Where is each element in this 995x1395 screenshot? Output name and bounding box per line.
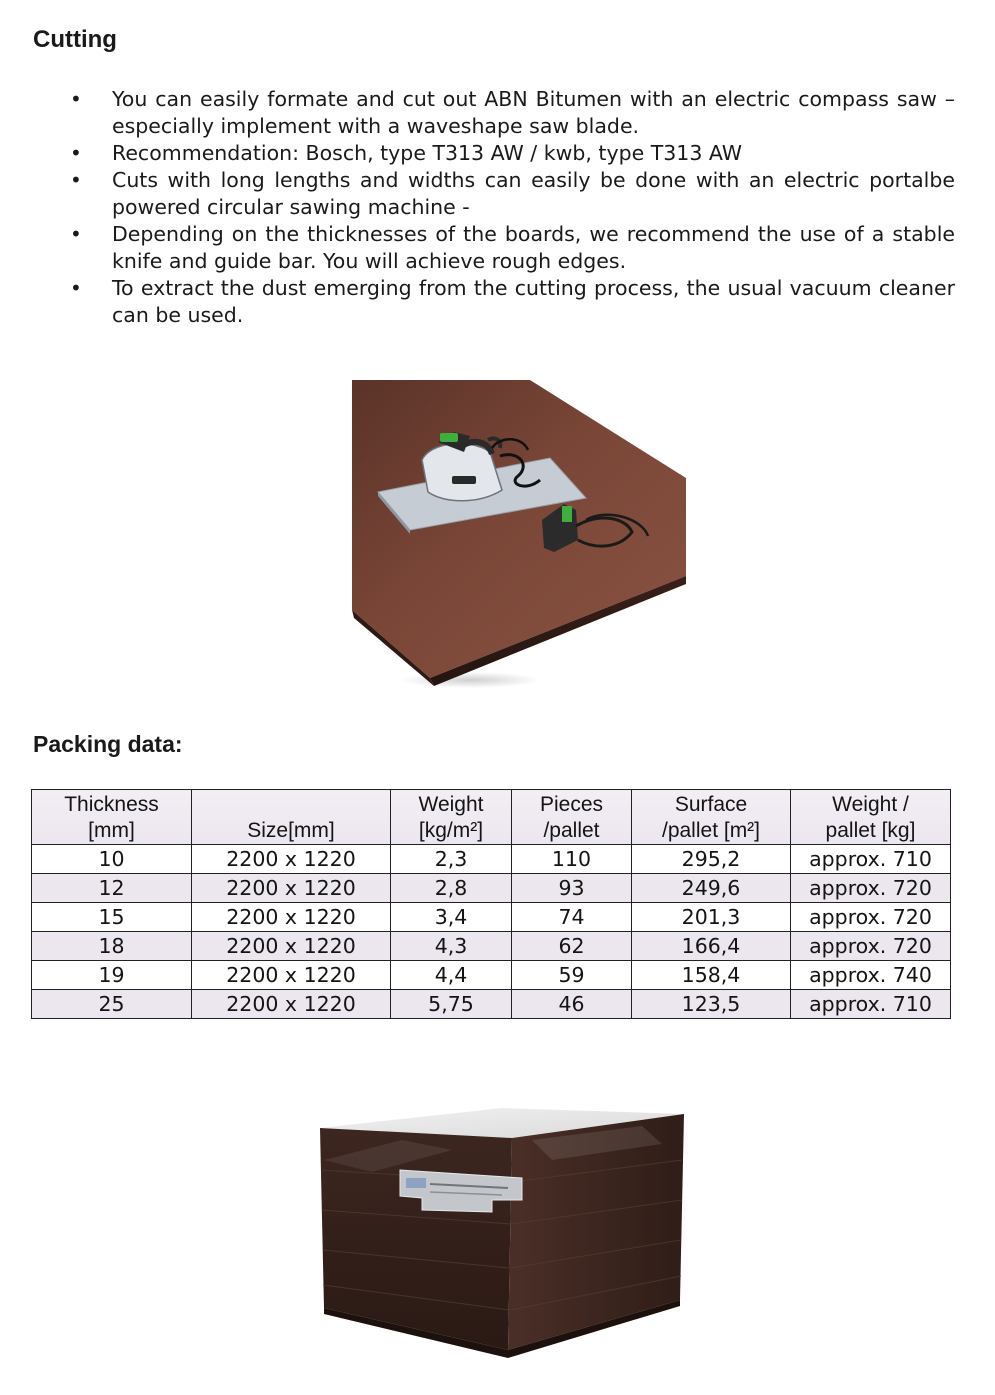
cell-pallet-weight: approx. 710 (791, 990, 951, 1019)
cell-thickness: 15 (32, 903, 192, 932)
table-row (32, 874, 951, 903)
header-line: Thickness (64, 793, 159, 816)
cell-pieces: 110 (512, 845, 632, 874)
cell-surface: 295,2 (632, 845, 791, 874)
cell-surface: 166,4 (632, 932, 791, 961)
header-pieces-per-pallet (512, 790, 632, 845)
table-row (32, 990, 951, 1019)
cell-surface: 201,3 (632, 903, 791, 932)
cutting-heading: Cutting (33, 26, 117, 53)
cell-pallet-weight: approx. 720 (791, 903, 951, 932)
table-row (32, 932, 951, 961)
cell-thickness: 12 (32, 874, 192, 903)
header-line: [mm] (88, 819, 135, 842)
cutting-bullet-list (112, 86, 955, 329)
cell-surface: 123,5 (632, 990, 791, 1019)
header-line: Pieces (539, 793, 604, 816)
header-line: pallet [kg] (825, 819, 916, 842)
cutting-bullet-5: • To extract the dust emerging from the cutting process, the usual vacuum cleaner can be used. (112, 275, 955, 329)
cell-pallet-weight: approx. 740 (791, 961, 951, 990)
cell-size: 2200 x 1220 (192, 990, 391, 1019)
header-weight-per-m2 (391, 790, 512, 845)
cell-weight: 2,3 (391, 845, 512, 874)
cutting-bullet-4: • Depending on the thicknesses of the boards, we recommend the use of a stable knife and guide bar. You will achieve rough edges. (112, 221, 955, 275)
header-line: [kg/m²] (418, 819, 484, 842)
header-weight-per-pallet (791, 790, 951, 845)
cell-surface: 249,6 (632, 874, 791, 903)
cell-thickness: 25 (32, 990, 192, 1019)
cell-surface: 158,4 (632, 961, 791, 990)
cell-pieces: 59 (512, 961, 632, 990)
header-line: /pallet (543, 819, 600, 842)
header-line: /pallet [m²] (661, 819, 761, 842)
cell-size: 2200 x 1220 (192, 845, 391, 874)
cutting-bullet-2: • Recommendation: Bosch, type T313 AW / kwb, type T313 AW (112, 140, 955, 167)
cell-size: 2200 x 1220 (192, 961, 391, 990)
header-thickness (32, 790, 192, 845)
wrapped-pallet-photo (312, 1100, 692, 1360)
table-row (32, 845, 951, 874)
cutting-bullet-1: • You can easily formate and cut out ABN Bitumen with an electric compass saw – especially implement with a waveshape saw blade. (112, 86, 955, 140)
cutting-bullet-3: • Cuts with long lengths and widths can easily be done with an electric portalbe powered circular sawing machine - (112, 167, 955, 221)
cell-size: 2200 x 1220 (192, 903, 391, 932)
table-row (32, 961, 951, 990)
packing-data-table (31, 789, 951, 1019)
cell-pieces: 93 (512, 874, 632, 903)
packing-data-heading: Packing data: (33, 731, 183, 757)
cell-weight: 2,8 (391, 874, 512, 903)
cell-size: 2200 x 1220 (192, 874, 391, 903)
cell-pieces: 62 (512, 932, 632, 961)
header-line: Surface (674, 793, 748, 816)
cell-weight: 4,3 (391, 932, 512, 961)
header-line: Weight (418, 793, 484, 816)
table-row (32, 903, 951, 932)
cell-weight: 3,4 (391, 903, 512, 932)
header-line: Weight / (832, 793, 909, 816)
cell-thickness: 19 (32, 961, 192, 990)
cell-thickness: 18 (32, 932, 192, 961)
header-size (192, 790, 391, 845)
cell-thickness: 10 (32, 845, 192, 874)
cell-pallet-weight: approx. 720 (791, 874, 951, 903)
cell-size: 2200 x 1220 (192, 932, 391, 961)
cell-pallet-weight: approx. 720 (791, 932, 951, 961)
cell-weight: 5,75 (391, 990, 512, 1019)
cell-pieces: 74 (512, 903, 632, 932)
board-cutting-photo (350, 380, 690, 690)
header-surface-per-pallet (632, 790, 791, 845)
cell-pallet-weight: approx. 710 (791, 845, 951, 874)
cell-weight: 4,4 (391, 961, 512, 990)
header-line: Size[mm] (247, 819, 335, 842)
cell-pieces: 46 (512, 990, 632, 1019)
table-header-row (32, 790, 951, 845)
